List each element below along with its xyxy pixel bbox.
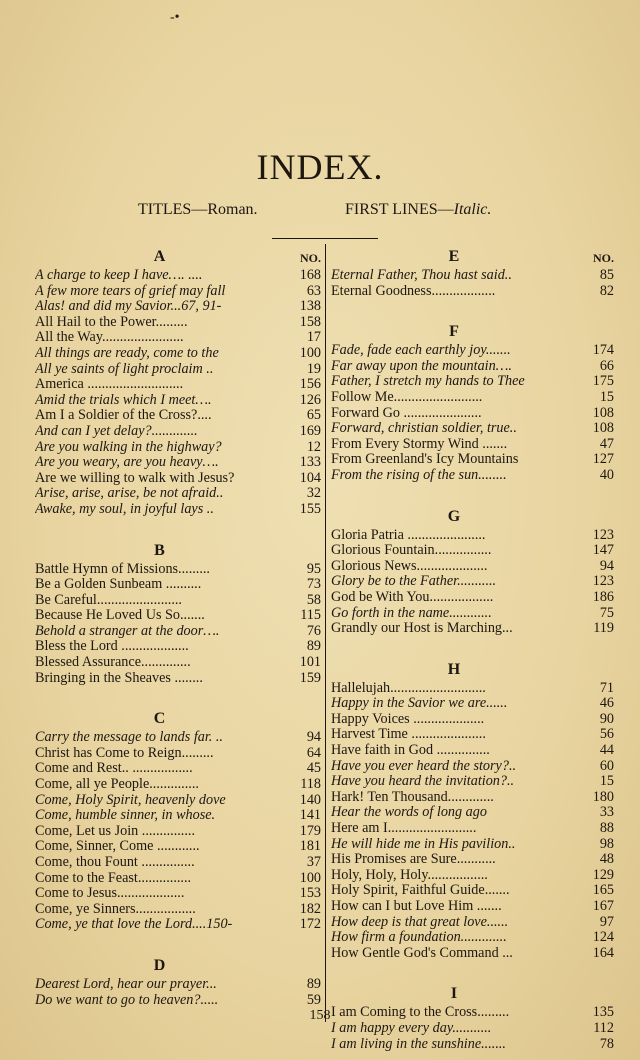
entry-title: Holy Spirit, Faithful Guide.......	[331, 883, 510, 899]
entry-title: Arise, arise, arise, be not afraid..	[35, 486, 224, 502]
index-entry	[331, 852, 614, 868]
entry-title: Carry the message to lands far. ..	[35, 730, 223, 746]
entry-number: 94	[599, 557, 614, 574]
entry-number: 89	[306, 638, 321, 655]
page-number: 158	[309, 1008, 331, 1023]
entry-title: Far away upon the mountain….	[331, 358, 512, 374]
entry-number: 94	[306, 729, 321, 746]
page-title: INDEX.	[256, 147, 384, 187]
entry-number: 119	[593, 620, 614, 637]
entry-number: 40	[599, 466, 614, 483]
section-gap	[331, 961, 614, 983]
index-entry	[35, 639, 321, 655]
index-entry	[331, 727, 614, 743]
entry-number: 127	[592, 451, 614, 468]
entry-number: 186	[592, 588, 614, 605]
section-gap	[35, 686, 321, 708]
index-entry	[35, 377, 321, 393]
entry-title: Come, ye Sinners.................	[35, 901, 196, 917]
entry-title: How can I but Love Him .......	[331, 899, 502, 914]
entry-number: 155	[299, 500, 321, 517]
entry-title: Here am I.........................	[331, 821, 477, 837]
entry-title: I am Coming to the Cross.........	[331, 1005, 510, 1021]
entry-title: Grandly our Host is Marching...	[331, 621, 513, 637]
entry-number: 58	[306, 591, 321, 608]
section-gap	[331, 637, 614, 659]
entry-title: Have you heard the invitation?..	[331, 774, 515, 790]
entry-title: He will hide me in His pavilion..	[331, 836, 516, 852]
entry-number: 45	[306, 760, 321, 777]
entry-title: Alas! and did my Savior...67, 91-	[35, 299, 222, 315]
entry-title: Bless the Lord ...................	[35, 639, 189, 655]
entry-number: 182	[299, 900, 321, 917]
index-entry	[35, 315, 321, 331]
index-entry	[35, 871, 321, 887]
index-entry	[331, 374, 614, 390]
entry-title: All ye saints of light proclaim ..	[35, 361, 214, 377]
entry-number: 37	[306, 854, 321, 870]
entry-number: 60	[599, 757, 614, 774]
index-entry	[331, 868, 614, 884]
entry-title: From the rising of the sun........	[331, 467, 507, 483]
entry-title: I am living in the sunshine.......	[331, 1036, 506, 1052]
entry-number: 169	[299, 422, 321, 439]
section-header-c	[35, 708, 321, 728]
entry-number: 108	[592, 420, 614, 437]
entry-title: Come, ye that love the Lord....150-	[35, 917, 233, 933]
entry-title: I am happy every day...........	[331, 1020, 492, 1036]
first-lines-style: Italic.	[453, 201, 492, 218]
entry-number: 129	[592, 866, 614, 883]
column-divider	[325, 244, 326, 1022]
index-entry	[331, 559, 614, 575]
entry-title: Father, I stretch my hands to Thee	[331, 374, 525, 390]
entry-number: 64	[306, 744, 321, 761]
index-entry	[331, 590, 614, 606]
index-entry	[35, 471, 321, 487]
titles-legend: TITLES—Roman.	[138, 201, 258, 218]
section-gap	[331, 299, 614, 321]
entry-number: 95	[306, 560, 321, 577]
entry-title: Come to Jesus...................	[35, 886, 185, 902]
entry-number: 123	[592, 573, 614, 590]
entry-number: 15	[599, 773, 614, 790]
entry-title: Am I a Soldier of the Cross?....	[35, 408, 212, 424]
section-gap	[35, 933, 321, 955]
section-header-i	[331, 983, 614, 1003]
entry-title: All things are ready, come to the	[35, 345, 219, 361]
entry-number: 167	[592, 898, 614, 914]
entry-number: 158	[299, 313, 321, 330]
entry-title: Behold a stranger at the door….	[35, 623, 220, 639]
index-entry	[35, 299, 321, 315]
entry-title: Glorious Fountain................	[331, 543, 492, 559]
index-entry	[35, 655, 321, 671]
index-entry	[331, 421, 614, 437]
entry-title: A charge to keep I have…. ....	[35, 268, 203, 283]
entry-number: 65	[306, 407, 321, 424]
entry-number: 76	[306, 622, 321, 639]
entry-number: 17	[306, 329, 321, 346]
index-entry	[35, 440, 321, 456]
index-entry	[331, 574, 614, 590]
section-header-b	[35, 540, 321, 560]
index-entry	[35, 268, 321, 284]
entry-number: 15	[599, 388, 614, 405]
section-letter: D	[153, 956, 167, 974]
entry-title: Dearest Lord, hear our prayer...	[35, 976, 217, 992]
entry-title: Follow Me.........................	[331, 389, 483, 405]
index-entry	[331, 946, 614, 962]
index-entry	[35, 562, 321, 578]
index-entry	[331, 930, 614, 946]
entry-title: Christ has Come to Reign.........	[35, 745, 214, 761]
section-header-h	[331, 659, 614, 679]
entry-title: Come, Sinner, Come ............	[35, 839, 200, 855]
index-entry	[331, 468, 614, 484]
section-gap	[35, 518, 321, 540]
entry-title: Because He Loved Us So.......	[35, 608, 205, 624]
entry-number: 147	[592, 542, 614, 559]
entry-title: Happy Voices ....................	[331, 711, 485, 727]
entry-number: 71	[599, 679, 614, 696]
entry-title: God be With You..................	[331, 589, 494, 605]
entry-title: Come, thou Fount ...............	[35, 855, 195, 870]
entry-number: 75	[599, 604, 614, 621]
index-entry	[35, 839, 321, 855]
index-entry	[331, 606, 614, 622]
entry-number: 180	[592, 788, 614, 805]
entry-number: 82	[599, 282, 614, 299]
section-letter: C	[153, 710, 167, 728]
entry-number: 48	[599, 851, 614, 868]
entry-number: 46	[599, 695, 614, 712]
index-entry	[35, 793, 321, 809]
entry-title: How deep is that great love......	[331, 914, 509, 930]
index-entry	[35, 824, 321, 840]
entry-title: Fade, fade each earthly joy.......	[331, 343, 511, 359]
index-entry	[331, 899, 614, 915]
entry-title: Be a Golden Sunbeam ..........	[35, 577, 202, 593]
index-entry	[331, 543, 614, 559]
entry-number: 156	[299, 376, 321, 393]
entry-title: Are you walking in the highway?	[35, 439, 222, 455]
entry-number: 138	[299, 298, 321, 315]
index-entry	[35, 977, 321, 993]
entry-number: 78	[599, 1035, 614, 1052]
entry-title: How firm a foundation.............	[331, 930, 507, 946]
entry-number: 59	[306, 991, 321, 1008]
number-heading: NO.	[300, 251, 321, 265]
section-letter: G	[447, 507, 462, 525]
entry-title: Happy in the Savior we are......	[331, 696, 508, 712]
entry-title: Come to the Feast...............	[35, 870, 192, 886]
entry-number: 104	[299, 469, 321, 486]
section-letter: A	[153, 248, 167, 265]
index-entry	[35, 608, 321, 624]
entry-number: 153	[299, 885, 321, 902]
entry-title: Have you ever heard the story?..	[331, 758, 517, 774]
first-lines-label: FIRST LINES—	[345, 201, 454, 218]
index-entry	[331, 1037, 614, 1053]
entry-number: 88	[599, 820, 614, 837]
entry-number: 126	[299, 391, 321, 408]
entry-title: Blessed Assurance..............	[35, 655, 191, 671]
entry-number: 164	[592, 944, 614, 961]
entry-title: All the Way.......................	[35, 330, 184, 346]
entry-title: Forward, christian soldier, true..	[331, 421, 517, 437]
entry-title: Are we willing to walk with Jesus?	[35, 470, 235, 486]
section-header-f	[331, 321, 614, 341]
left-column	[35, 246, 321, 1008]
index-entry	[331, 268, 614, 284]
index-entry	[331, 790, 614, 806]
index-entry	[331, 284, 614, 300]
entry-title: Do we want to go to heaven?.....	[35, 992, 219, 1008]
entry-number: 12	[306, 438, 321, 455]
entry-title: Hear the words of long ago	[331, 805, 487, 821]
entry-title: His Promises are Sure...........	[331, 852, 496, 868]
index-entry	[331, 343, 614, 359]
index-entry	[35, 593, 321, 609]
entry-title: Hallelujah...........................	[331, 680, 486, 696]
entry-title: Are you weary, are you heavy….	[35, 455, 219, 471]
index-entry	[331, 452, 614, 468]
right-column	[331, 246, 614, 1052]
index-entry	[331, 712, 614, 728]
section-letter: E	[448, 248, 461, 265]
entry-number: 56	[599, 726, 614, 743]
entry-number: 66	[599, 357, 614, 374]
entry-number: 179	[299, 822, 321, 839]
entry-number: 165	[592, 882, 614, 899]
index-entry	[331, 915, 614, 931]
entry-number: 73	[306, 576, 321, 593]
section-header-e	[331, 246, 614, 266]
entry-number: 181	[299, 838, 321, 855]
entry-number: 44	[599, 742, 614, 759]
entry-number: 32	[306, 485, 321, 502]
entry-number: 33	[599, 804, 614, 821]
entry-title: Harvest Time .....................	[331, 727, 486, 743]
index-entry	[331, 681, 614, 697]
entry-number: 85	[599, 267, 614, 283]
index-entry	[35, 330, 321, 346]
entry-title: Eternal Goodness..................	[331, 283, 496, 299]
entry-number: 141	[299, 807, 321, 824]
entry-number: 133	[299, 454, 321, 471]
entry-title: Holy, Holy, Holy.................	[331, 867, 488, 883]
entry-number: 100	[299, 869, 321, 886]
index-entry	[331, 774, 614, 790]
entry-title: Battle Hymn of Missions.........	[35, 561, 210, 577]
index-entry	[35, 671, 321, 687]
entry-title: Amid the trials which I meet….	[35, 392, 212, 408]
entry-number: 97	[599, 913, 614, 930]
index-entry	[35, 393, 321, 409]
section-header-g	[331, 506, 614, 526]
index-entry	[331, 621, 614, 637]
section-letter: F	[449, 323, 460, 341]
entry-title: Gloria Patria ......................	[331, 527, 486, 543]
entry-number: 135	[592, 1004, 614, 1021]
entry-title: Bringing in the Sheaves ........	[35, 670, 203, 686]
index-entry	[35, 284, 321, 300]
index-entry	[35, 902, 321, 918]
index-entry	[35, 408, 321, 424]
index-entry	[35, 455, 321, 471]
entry-title: Come, all ye People..............	[35, 777, 199, 793]
index-entry	[35, 486, 321, 502]
index-entry	[331, 437, 614, 453]
entry-title: Awake, my soul, in joyful lays ..	[35, 501, 214, 517]
entry-number: 123	[592, 526, 614, 543]
entry-number: 118	[300, 776, 321, 793]
entry-number: 98	[599, 835, 614, 852]
entry-number: 63	[306, 282, 321, 299]
index-entry	[35, 917, 321, 933]
first-lines-legend	[345, 201, 491, 219]
entry-number: 175	[592, 373, 614, 390]
index-entry	[35, 424, 321, 440]
index-entry	[331, 528, 614, 544]
entry-number: 159	[299, 669, 321, 686]
entry-title: Glory be to the Father...........	[331, 574, 497, 590]
index-entry	[35, 746, 321, 762]
section-letter: H	[447, 660, 462, 678]
printer-mark: -•	[170, 10, 180, 25]
entry-title: Come, humble sinner, in whose.	[35, 808, 216, 824]
entry-number: 19	[306, 360, 321, 377]
entry-title: How Gentle God's Command ...	[331, 945, 513, 961]
entry-title: Glorious News....................	[331, 558, 488, 574]
entry-number: 168	[299, 267, 321, 283]
index-entry	[35, 502, 321, 518]
entry-number: 172	[299, 916, 321, 933]
index-entry	[35, 777, 321, 793]
index-entry	[331, 837, 614, 853]
entry-title: Come and Rest.. .................	[35, 761, 193, 777]
entry-title: Eternal Father, Thou hast said..	[331, 268, 512, 283]
index-entry	[331, 805, 614, 821]
index-entry	[331, 743, 614, 759]
index-entry	[331, 696, 614, 712]
entry-title: From Every Stormy Wind .......	[331, 436, 508, 452]
section-letter: I	[450, 985, 459, 1003]
index-entry	[331, 759, 614, 775]
entry-title: Be Careful........................	[35, 592, 182, 608]
entry-title: Go forth in the name............	[331, 605, 492, 621]
entry-title: Come, Let us Join ...............	[35, 823, 195, 839]
section-header-a	[35, 246, 321, 266]
section-gap	[331, 484, 614, 506]
index-entry	[35, 886, 321, 902]
index-entry	[331, 406, 614, 422]
entry-title: All Hail to the Power.........	[35, 314, 188, 330]
index-entry	[35, 855, 321, 871]
index-entry	[331, 390, 614, 406]
index-entry	[35, 624, 321, 640]
entry-title: From Greenland's Icy Mountains	[331, 452, 519, 468]
number-heading: NO.	[593, 251, 614, 265]
entry-number: 124	[592, 929, 614, 946]
entry-number: 90	[599, 710, 614, 727]
entry-title: Hark! Ten Thousand.............	[331, 789, 494, 805]
index-entry	[35, 346, 321, 362]
entry-number: 174	[592, 342, 614, 359]
entry-number: 112	[593, 1019, 614, 1036]
entry-title: Forward Go ......................	[331, 405, 482, 421]
entry-number: 101	[299, 654, 321, 671]
index-entry	[35, 577, 321, 593]
entry-title: Have faith in God ...............	[331, 743, 490, 759]
entry-title: And can I yet delay?.............	[35, 423, 198, 439]
index-entry	[331, 359, 614, 375]
entry-title: A few more tears of grief may fall	[35, 283, 226, 299]
index-entry	[35, 993, 321, 1009]
section-letter: B	[154, 541, 166, 559]
index-entry	[331, 821, 614, 837]
index-entry	[35, 730, 321, 746]
entry-title: America ...........................	[35, 377, 184, 393]
index-entry	[331, 883, 614, 899]
entry-number: 100	[299, 344, 321, 361]
column-rule	[272, 238, 378, 239]
entry-number: 108	[592, 404, 614, 421]
entry-number: 140	[299, 791, 321, 808]
index-entry	[35, 362, 321, 378]
entry-number: 115	[300, 607, 321, 624]
entry-title: Come, Holy Spirit, heavenly dove	[35, 792, 226, 808]
index-entry	[35, 808, 321, 824]
index-entry	[35, 761, 321, 777]
section-header-d	[35, 955, 321, 975]
entry-number: 89	[306, 975, 321, 992]
entry-number: 47	[599, 435, 614, 452]
